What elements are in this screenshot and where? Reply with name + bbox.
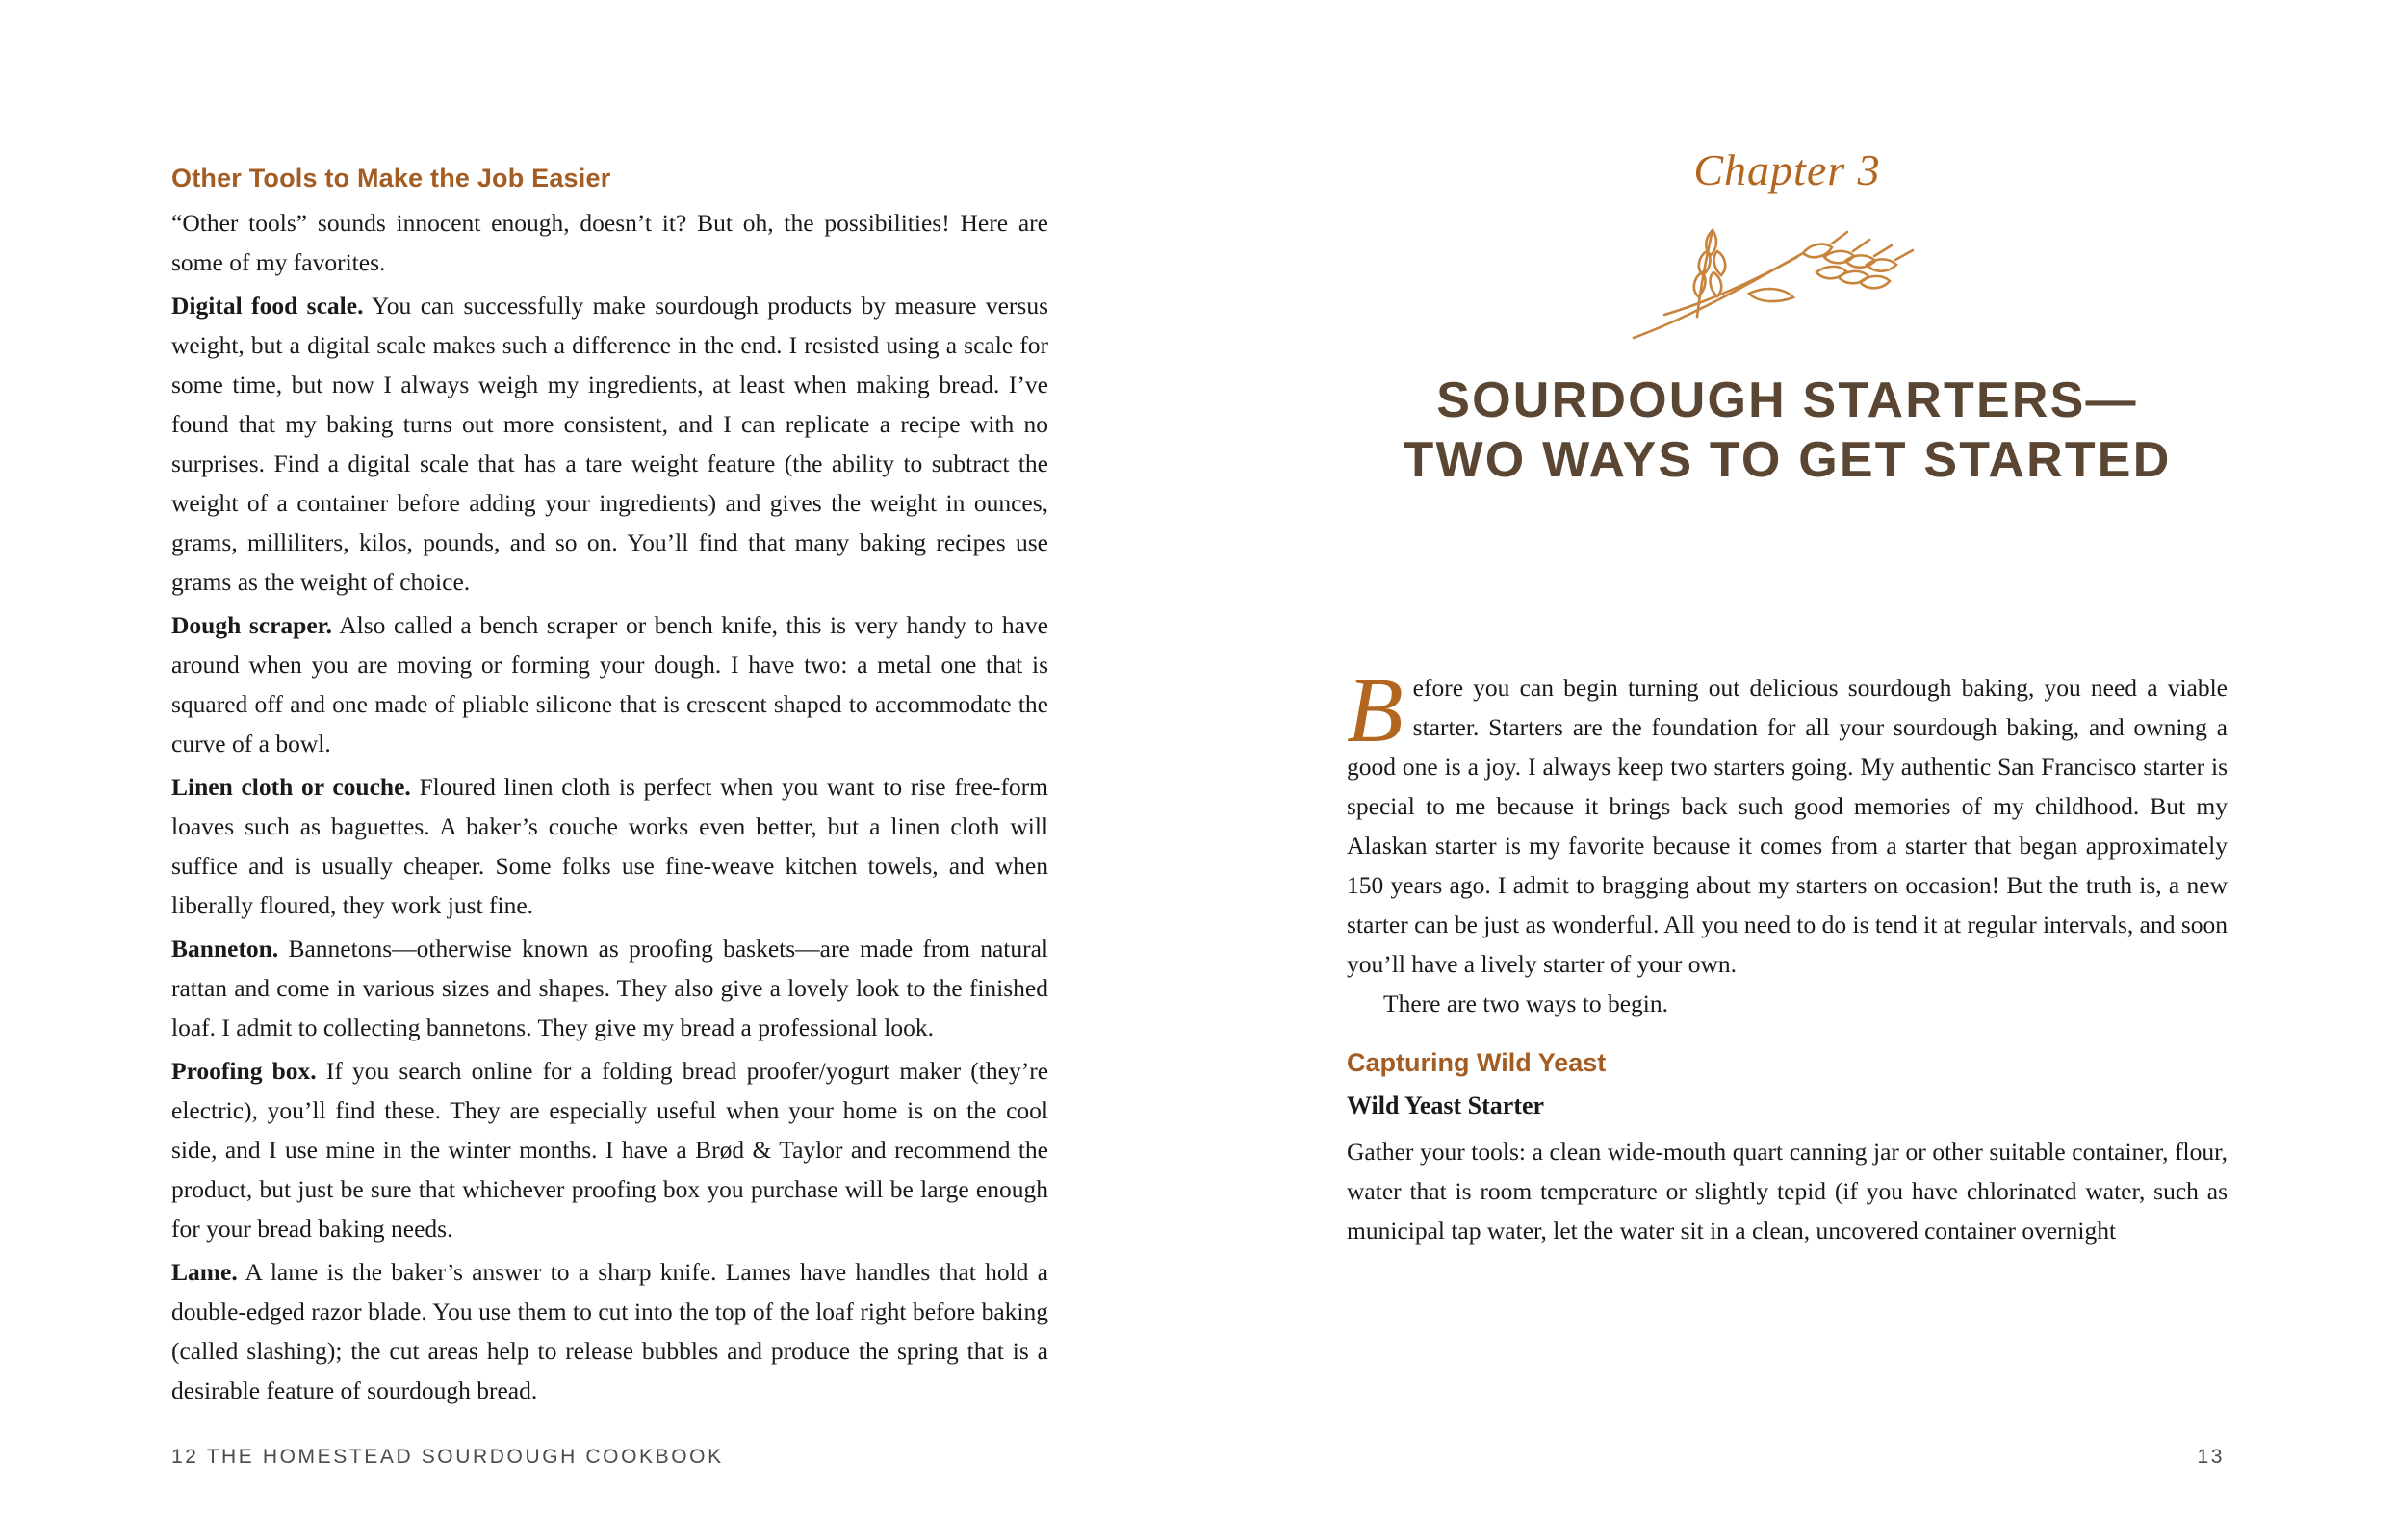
chapter-title: [1347, 371, 2228, 490]
second-paragraph: There are two ways to begin.: [1383, 989, 1668, 1017]
section-heading: Other Tools to Make the Job Easier: [171, 164, 611, 192]
chapter-title-line-2: TWO WAYS TO GET STARTED: [1403, 432, 2172, 488]
tool-entry: [171, 1252, 1048, 1410]
tool-entry: [171, 929, 1048, 1047]
tool-entry: [171, 767, 1048, 925]
tool-text: If you search online for a folding bread proofer/yogurt maker (they’re electric), you’ll find these. They are especially useful when your home is on the cool side, and I use mine in the winter months. I have a Brød & Taylor and recommend the product, but just be sure that whichever proofing box you purchase will be large enough for your bread baking needs.: [171, 1057, 1049, 1243]
tool-term: Proofing box.: [171, 1057, 317, 1085]
wheat-ornament: [1347, 201, 2228, 346]
tool-term: Lame.: [171, 1258, 238, 1286]
tools-paragraph: Gather your tools: a clean wide-mouth quart canning jar or other suitable container, flour, water that is room temperature or slightly tepid (if you have chlorinated water, such as municipal tap water, let the water sit in a clean, uncovered container overnight: [1347, 1138, 2228, 1245]
right-page: [1198, 0, 2396, 1540]
chapter-intro: [1347, 658, 2228, 1023]
right-page-folio: 13: [2197, 1446, 2225, 1468]
drop-cap: B: [1347, 658, 1404, 761]
tool-term: Banneton.: [171, 935, 279, 962]
tool-term: Dough scraper.: [171, 611, 333, 639]
tool-entry: [171, 1051, 1048, 1248]
intro-paragraph: “Other tools” sounds innocent enough, doesn’t it? But oh, the possibilities! Here are some of my favorites.: [171, 209, 1048, 276]
tool-entry: [171, 605, 1048, 763]
tool-entry: [171, 286, 1048, 602]
sub-heading: Capturing Wild Yeast: [1347, 1048, 1607, 1077]
tool-text: Also called a bench scraper or bench knife, this is very handy to have around when you are moving or forming your dough. I have two: a metal one that is squared off and one made of pliable silicone that is crescent shaped to accommodate the curve of a bowl.: [171, 611, 1048, 757]
tool-text: You can successfully make sourdough products by measure versus weight, but a digital scale makes such a difference in the end. I resisted using a scale for some time, but now I always weigh my ingredients, at least when making bread. I’ve found that my baking turns out more consistent, and I can replicate a recipe with no surprises. Find a digital scale that has a tare weight feature (the ability to subtract the weight of a container before adding your ingredients) and gives the weight in ounces, grams, milliliters, kilos, pounds, and so on. You’ll find that many baking recipes use grams as the weight of choice.: [171, 292, 1048, 596]
sub-sub-heading: Wild Yeast Starter: [1347, 1091, 1545, 1119]
tool-term: Linen cloth or couche.: [171, 773, 411, 801]
tool-term: Digital food scale.: [171, 292, 364, 320]
left-page-folio: 12 THE HOMESTEAD SOURDOUGH COOKBOOK: [171, 1446, 724, 1468]
tool-text: Bannetons—otherwise known as proofing baskets—are made from natural rattan and come in various sizes and shapes. They also give a lovely look to the finished loaf. I admit to collecting bannetons. They give my bread a professional look.: [171, 935, 1048, 1041]
opening-paragraph: efore you can begin turning out delicious sourdough baking, you need a viable starter. Starters are the foundation for all your sourdough baking, and owning a good one is a joy. I always keep two starters going. My authentic San Francisco starter is special to me because it brings back such good memories of my childhood. But my Alaskan starter is my favorite because it comes from a starter that began approximately 150 years ago. I admit to bragging about my starters on occasion! But the truth is, a new starter can be just as wonderful. All you need to do is tend it at regular intervals, and soon you’ll have a lively starter of your own.: [1347, 674, 2228, 978]
tool-text: A lame is the baker’s answer to a sharp knife. Lames have handles that hold a double-edged razor blade. You use them to cut into the top of the loaf right before baking (called slashing); the cut areas help to release bubbles and produce the spring that is a desirable feature of sourdough bread.: [171, 1258, 1048, 1404]
chapter-label: Chapter 3: [1693, 145, 1881, 194]
chapter-title-line-1: SOURDOUGH STARTERS—: [1436, 372, 2138, 428]
tool-text: Floured linen cloth is perfect when you want to rise free-form loaves such as baguettes. A baker’s couche works even better, but a linen cloth will suffice and is usually cheaper. Some folks use fine-weave kitchen towels, and when liberally floured, they work just fine.: [171, 773, 1049, 919]
